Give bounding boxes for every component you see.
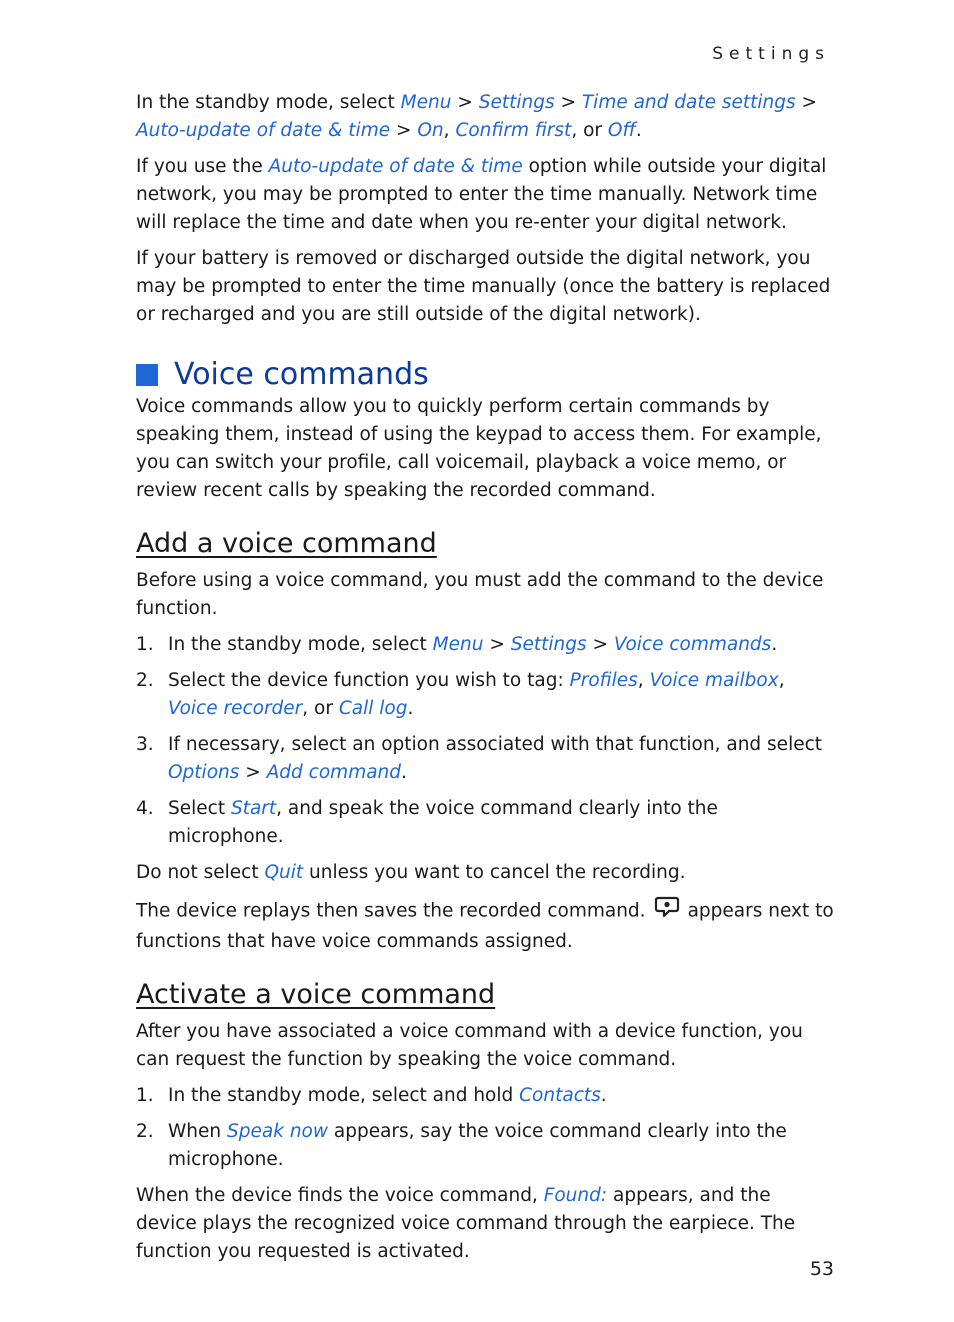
subheading-add-voice-command: Add a voice command [136,528,437,559]
intro-paragraph-2: If you use the Auto-update of date & time option while outside your digital network, you may be prompted to enter the time manually. Network time will replace the time and date when you re-enter your digital network. [136,156,827,233]
running-header: Settings [712,44,830,64]
activate-steps-list [136,1082,836,1174]
list-item: 2. When Speak now appears, say the voice command clearly into the microphone. [136,1121,787,1170]
activate-outro: When the device finds the voice command, Found: appears, and the device plays the recognized voice command through the earpiece. The function you requested is activated. [136,1185,796,1262]
list-item: 1. In the standby mode, select and hold Contacts. [136,1085,607,1106]
add-intro: Before using a voice command, you must add the command to the device function. [136,570,824,619]
list-item: 2. Select the device function you wish to tag: Profiles, Voice mailbox, Voice recorder, or Call log. [136,670,785,719]
section-heading-voice-commands [136,357,836,393]
voice-command-icon [654,895,680,928]
list-item: 4. Select Start, and speak the voice command clearly into the microphone. [136,798,718,847]
intro-paragraph-1: In the standby mode, select Menu > Settings > Time and date settings > Auto-update of date & time > On, Confirm first, or Off. [136,92,818,141]
add-steps-list [136,631,836,851]
section-title: Voice commands [174,357,429,392]
activate-intro: After you have associated a voice command with a device function, you can request the function by speaking the voice command. [136,1021,803,1070]
voice-tag-note: The device replays then saves the recorded command. appears next to functions that have voice commands assigned. [136,895,836,956]
list-item: 3. If necessary, select an option associated with that function, and select Options > Add command. [136,734,823,783]
intro-paragraph-3: If your battery is removed or discharged outside the digital network, you may be prompted to enter the time manually (once the battery is replaced or recharged and you are still outside of the digital network). [136,248,831,325]
quit-note: Do not select Quit unless you want to cancel the recording. [136,862,686,883]
page-number: 53 [809,1258,834,1280]
voice-commands-description: Voice commands allow you to quickly perform certain commands by speaking them, instead of using the keypad to access them. For example, you can switch your profile, call voicemail, playback a voice memo, or review recent calls by speaking the recorded command. [136,396,822,501]
page-content [136,89,836,1274]
subheading-activate-voice-command: Activate a voice command [136,979,496,1010]
list-item: 1. In the standby mode, select Menu > Settings > Voice commands. [136,634,778,655]
section-square-icon [136,364,158,386]
